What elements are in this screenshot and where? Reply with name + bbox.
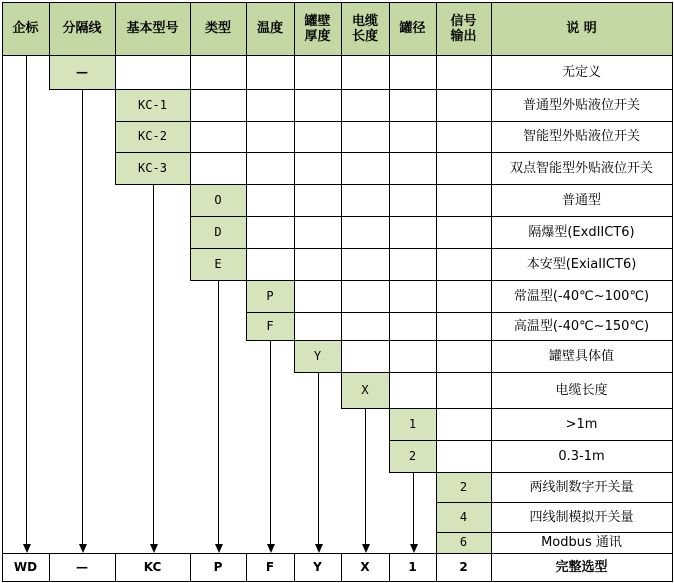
grid-line [2, 581, 673, 582]
header-cell: 罐壁 厚度 [294, 2, 341, 55]
header-cell: 分隔线 [49, 2, 115, 55]
code-cell: KC-3 [138, 160, 167, 175]
bottom-cell: Y [313, 559, 322, 574]
grid-line [491, 152, 492, 184]
code-cell: 1 [408, 416, 417, 431]
grid-line [436, 248, 437, 280]
grid-line [491, 372, 492, 408]
description-cell: 罐壁具体值 [548, 348, 614, 364]
grid-line [341, 312, 342, 340]
grid-line [190, 553, 191, 581]
grid-line [491, 502, 492, 532]
grid-line [246, 312, 247, 340]
grid-line [246, 89, 247, 121]
bottom-cell: 2 [459, 559, 468, 574]
grid-line [246, 184, 247, 216]
code-cell: E [214, 256, 222, 271]
header-cell: 信号 输出 [436, 2, 491, 55]
description-cell: 两线制数字开关量 [529, 479, 634, 495]
grid-line [436, 280, 437, 312]
code-cell: 2 [408, 448, 417, 463]
code-cell: — [76, 64, 88, 79]
description-cell: 无定义 [561, 64, 601, 80]
grid-line [491, 184, 492, 216]
bottom-cell: P [213, 559, 223, 574]
grid-line [436, 216, 437, 248]
grid-line [246, 312, 673, 313]
grid-line [218, 280, 219, 545]
grid-line [49, 89, 673, 90]
grid-line [294, 280, 295, 312]
grid-line [436, 502, 673, 503]
grid-line [294, 553, 295, 581]
grid-line [190, 280, 673, 281]
grid-line [49, 2, 50, 55]
grid-line [115, 152, 673, 153]
grid-line [365, 408, 366, 545]
grid-line [491, 340, 492, 372]
grid-line [389, 372, 390, 408]
grid-line [26, 55, 27, 545]
down-arrow-icon [315, 544, 323, 553]
grid-line [2, 2, 3, 582]
grid-line [436, 532, 437, 553]
code-cell: O [214, 192, 222, 207]
grid-line [389, 280, 390, 312]
grid-line [246, 216, 247, 248]
grid-line [190, 216, 191, 248]
grid-line [190, 89, 191, 121]
code-cell: 6 [459, 535, 468, 549]
description-cell: >1m [565, 416, 598, 432]
down-arrow-icon [410, 544, 418, 553]
grid-line [389, 184, 390, 216]
grid-line [436, 89, 437, 121]
grid-line [389, 2, 390, 55]
code-cell: KC-1 [138, 97, 167, 112]
grid-line [115, 121, 673, 122]
description-cell: 电缆长度 [555, 382, 608, 398]
grid-line [491, 121, 492, 152]
description-cell: 隔爆型(ExdIICT6) [528, 224, 635, 240]
grid-line [115, 2, 116, 55]
code-cell: 4 [459, 509, 468, 524]
grid-line [341, 280, 342, 312]
code-cell: D [214, 224, 222, 239]
description-cell: 双点智能型外贴液位开关 [509, 160, 653, 176]
grid-line [294, 55, 295, 89]
grid-line [341, 408, 673, 409]
grid-line [436, 340, 437, 372]
grid-line [246, 553, 247, 581]
grid-line [49, 55, 673, 56]
grid-line [341, 248, 342, 280]
grid-line [294, 248, 295, 280]
grid-line [341, 2, 342, 55]
description-cell: Modbus 通讯 [541, 535, 622, 550]
grid-line [294, 340, 295, 372]
grid-line [341, 152, 342, 184]
grid-line [491, 89, 492, 121]
grid-line [491, 472, 492, 502]
grid-line [491, 408, 492, 440]
grid-line [115, 121, 116, 152]
grid-line [294, 89, 295, 121]
grid-line [190, 184, 191, 216]
grid-line [294, 372, 673, 373]
header-cell: 罐径 [389, 2, 436, 55]
grid-line [436, 372, 437, 408]
grid-line [491, 280, 492, 312]
grid-line [389, 89, 390, 121]
grid-line [294, 312, 295, 340]
code-cell: KC-2 [138, 129, 167, 143]
grid-line [436, 502, 437, 532]
grid-line [341, 340, 342, 372]
down-arrow-icon [362, 544, 370, 553]
grid-line [190, 248, 673, 249]
description-cell: 常温型(-40℃~100℃) [513, 288, 650, 304]
grid-line [389, 121, 390, 152]
description-cell: 普通型外贴液位开关 [522, 97, 640, 113]
grid-line [49, 553, 50, 581]
grid-line [491, 216, 492, 248]
grid-line [190, 55, 191, 89]
grid-line [341, 121, 342, 152]
grid-line [413, 472, 414, 545]
grid-line [341, 89, 342, 121]
grid-line [294, 2, 295, 55]
grid-line [389, 440, 390, 472]
grid-line [436, 440, 437, 472]
code-cell: P [266, 288, 274, 303]
grid-line [246, 152, 247, 184]
grid-line [115, 89, 116, 121]
header-cell: 基本型号 [115, 2, 190, 55]
header-cell: 说 明 [491, 2, 672, 55]
grid-line [491, 248, 492, 280]
grid-line [491, 553, 492, 581]
grid-line [115, 55, 116, 89]
description-cell: 0.3-1m [558, 448, 605, 464]
grid-line [190, 248, 191, 280]
grid-line [49, 55, 50, 89]
bottom-cell: F [265, 559, 275, 574]
grid-line [294, 216, 295, 248]
code-cell: X [361, 382, 369, 397]
grid-line [294, 121, 295, 152]
bottom-cell: — [76, 559, 88, 574]
bottom-cell: KC [143, 559, 162, 574]
grid-line [190, 152, 191, 184]
grid-line [389, 472, 673, 473]
grid-line [341, 372, 342, 408]
grid-line [294, 152, 295, 184]
grid-line [246, 280, 247, 312]
grid-line [190, 121, 191, 152]
grid-line [246, 340, 673, 341]
grid-line [389, 440, 673, 441]
grid-line [246, 248, 247, 280]
grid-line [436, 312, 437, 340]
header-cell: 企标 [2, 2, 49, 55]
description-cell: 本安型(ExiaIICT6) [526, 256, 637, 272]
grid-line [491, 312, 492, 340]
grid-line [115, 184, 673, 185]
grid-line [2, 553, 673, 554]
grid-line [491, 55, 492, 89]
grid-line [294, 184, 295, 216]
grid-line [436, 184, 437, 216]
grid-line [436, 152, 437, 184]
grid-line [389, 216, 390, 248]
description-cell: 高温型(-40℃~150℃) [513, 318, 650, 334]
grid-line [389, 55, 390, 89]
grid-line [246, 2, 247, 55]
grid-line [436, 553, 437, 581]
grid-line [389, 248, 390, 280]
grid-line [491, 2, 492, 55]
grid-line [491, 440, 492, 472]
description-cell: 四线制模拟开关量 [529, 509, 634, 525]
grid-line [436, 2, 437, 55]
grid-line [389, 152, 390, 184]
grid-line [270, 340, 271, 545]
down-arrow-icon [150, 544, 158, 553]
down-arrow-icon [23, 544, 31, 553]
grid-line [389, 340, 390, 372]
header-cell: 温度 [246, 2, 294, 55]
description-cell: 智能型外贴液位开关 [522, 129, 640, 144]
down-arrow-icon [215, 544, 223, 553]
grid-line [341, 553, 342, 581]
grid-line [436, 532, 673, 533]
grid-line [436, 121, 437, 152]
down-arrow-icon [267, 544, 275, 553]
grid-line [318, 372, 319, 545]
grid-line [190, 2, 191, 55]
code-cell: Y [313, 348, 322, 363]
description-cell: 普通型 [561, 192, 601, 208]
grid-line [246, 55, 247, 89]
grid-line [115, 553, 116, 581]
header-cell: 类型 [190, 2, 246, 55]
code-cell: 2 [459, 479, 468, 494]
grid-line [341, 184, 342, 216]
grid-line [491, 532, 492, 553]
bottom-cell: WD [13, 559, 38, 574]
grid-line [82, 89, 83, 545]
grid-line [115, 152, 116, 184]
grid-line [190, 216, 673, 217]
grid-line [436, 472, 437, 502]
bottom-cell: 1 [408, 559, 417, 574]
down-arrow-icon [79, 544, 87, 553]
grid-line [436, 55, 437, 89]
grid-line [246, 121, 247, 152]
grid-line [436, 408, 437, 440]
grid-line [341, 216, 342, 248]
grid-line [389, 553, 390, 581]
code-cell: F [266, 318, 274, 333]
header-cell: 电缆 长度 [341, 2, 389, 55]
grid-line [341, 55, 342, 89]
grid-line [2, 2, 673, 3]
grid-line [153, 184, 154, 545]
bottom-cell: 完整选型 [555, 559, 608, 575]
grid-line [389, 312, 390, 340]
grid-line [389, 408, 390, 440]
bottom-cell: X [360, 559, 370, 574]
